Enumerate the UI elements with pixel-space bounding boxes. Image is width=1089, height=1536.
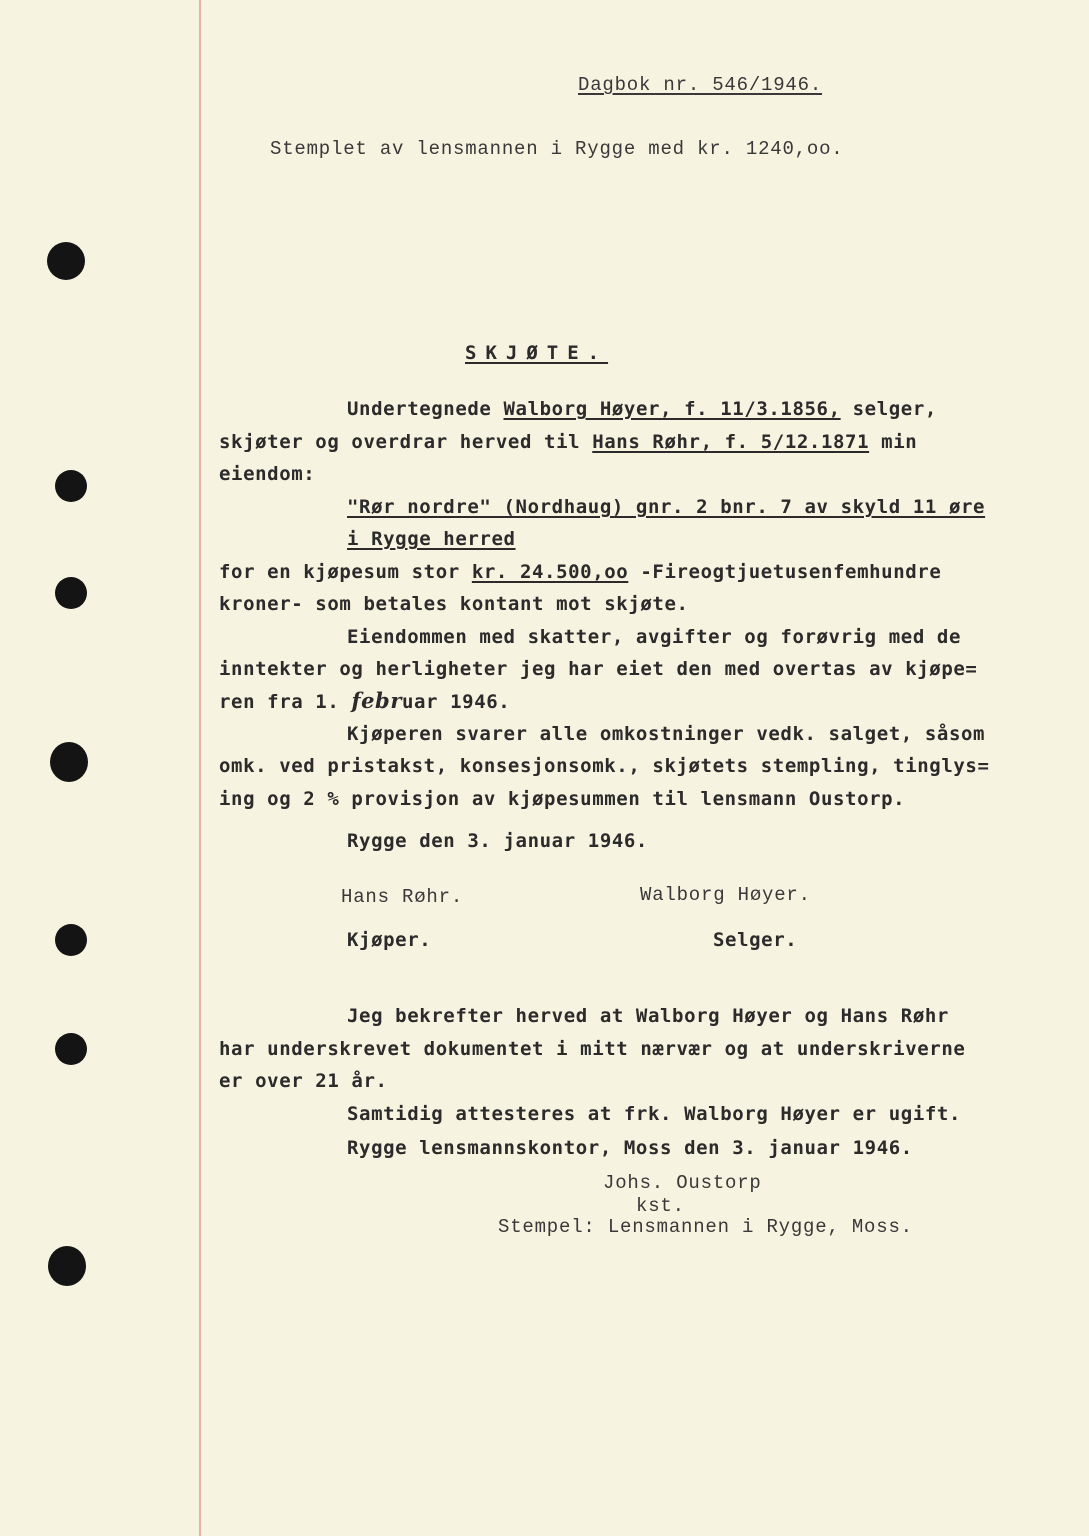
body-line-9: inntekter og herligheter jeg har eiet den med overtas av kjøpe= [219, 658, 978, 680]
body-line-8: Eiendommen med skatter, avgifter og forøvrig med de [347, 626, 961, 648]
attest-line-4: Samtidig attesteres at frk. Walborg Høyer er ugift. [347, 1103, 961, 1125]
punch-hole [55, 1033, 87, 1065]
attest-line-2: har underskrevet dokumentet i mitt nærvær og at underskriverne [219, 1038, 966, 1060]
attest-signature-title: kst. [636, 1195, 685, 1217]
handwritten-correction: febr [351, 688, 402, 713]
body-line-3: eiendom: [219, 463, 316, 485]
body-line-10: ren fra 1. februar 1946. [219, 688, 511, 713]
stamp-note: Stemplet av lensmannen i Rygge med kr. 1240,oo. [270, 138, 844, 160]
body-line-12: omk. ved pristakst, konsesjonsomk., skjøtets stempling, tinglys= [219, 755, 990, 777]
margin-rule [199, 0, 201, 1536]
buyer-name: Hans Røhr. [341, 886, 464, 908]
attest-line-5: Rygge lensmannskontor, Moss den 3. januar 1946. [347, 1137, 913, 1159]
punch-hole [55, 924, 87, 956]
punch-hole [55, 577, 87, 609]
property-line-1: "Rør nordre" (Nordhaug) gnr. 2 bnr. 7 av skyld 11 øre [347, 496, 986, 518]
place-date: Rygge den 3. januar 1946. [347, 830, 648, 852]
document-title: SKJØTE. [465, 342, 609, 364]
seller-role: Selger. [713, 929, 798, 951]
attest-line-1: Jeg bekrefter herved at Walborg Høyer og Hans Røhr [347, 1005, 949, 1027]
body-line-6: for en kjøpesum stor kr. 24.500,oo -Fireogtjuetusenfemhundre [219, 561, 942, 583]
punch-hole [55, 470, 87, 502]
buyer-role: Kjøper. [347, 929, 432, 951]
body-line-2: skjøter og overdrar herved til Hans Røhr, f. 5/12.1871 min [219, 431, 918, 453]
attest-signature: Johs. Oustorp [603, 1172, 762, 1194]
body-line-11: Kjøperen svarer alle omkostninger vedk. salget, såsom [347, 723, 986, 745]
dagbok-number: Dagbok nr. 546/1946. [578, 74, 823, 96]
attest-line-3: er over 21 år. [219, 1070, 388, 1092]
punch-hole [48, 1246, 86, 1286]
body-line-1: Undertegnede Walborg Høyer, f. 11/3.1856, selger, [347, 398, 937, 420]
seller-name: Walborg Høyer. [640, 884, 811, 906]
property-line-2: i Rygge herred [347, 528, 516, 550]
punch-hole [47, 242, 85, 280]
stamp-text: Stempel: Lensmannen i Rygge, Moss. [498, 1216, 913, 1238]
body-line-7: kroner- som betales kontant mot skjøte. [219, 593, 689, 615]
punch-hole [50, 742, 88, 782]
body-line-13: ing og 2 % provisjon av kjøpesummen til lensmann Oustorp. [219, 788, 906, 810]
